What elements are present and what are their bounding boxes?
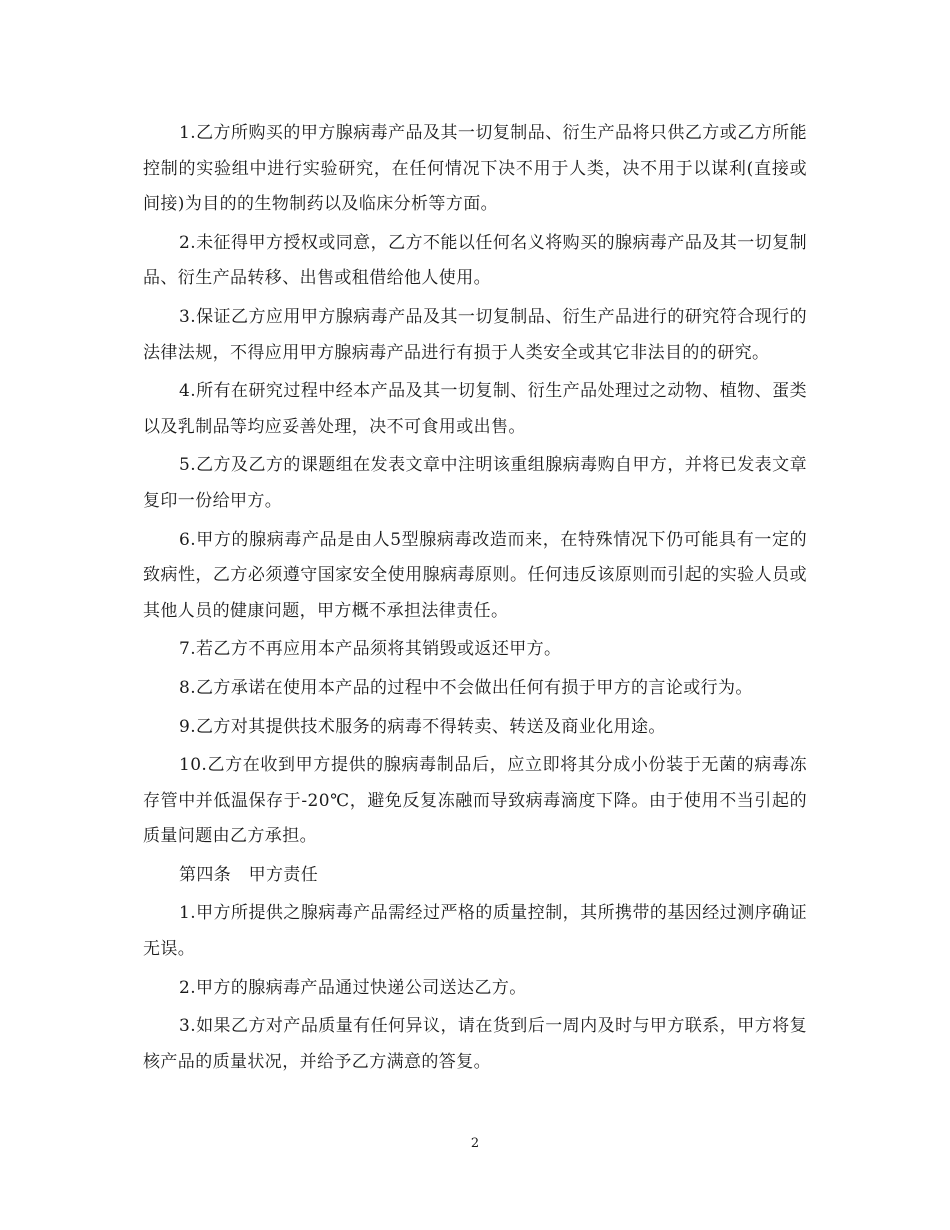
document-body [143,116,807,1083]
paragraph-clause-9: 9.乙方对其提供技术服务的病毒不得转卖、转送及商业化用途。 [179,716,666,737]
paragraph-clause-4: 4.所有在研究过程中经本产品及其一切复制、衍生产品处理过之动物、植物、蛋类以及乳制品等均应妥善处理，决不可食用或出售。 [143,381,807,437]
paragraph-party-a-1: 1.甲方所提供之腺病毒产品需经过严格的质量控制，其所携带的基因经过测序确证无误。 [143,903,807,960]
paragraph-party-a-2: 2.甲方的腺病毒产品通过快递公司送达乙方。 [179,977,527,998]
section-heading-article-4: 第四条 甲方责任 [179,864,319,885]
paragraph-party-a-3: 3.如果乙方对产品质量有任何异议，请在货到后一周内及时与甲方联系，甲方将复核产品的质量状况，并给予乙方满意的答复。 [143,1016,807,1072]
paragraph-clause-7: 7.若乙方不再应用本产品须将其销毁或返还甲方。 [179,639,562,660]
paragraph-clause-3: 3.保证乙方应用甲方腺病毒产品及其一切复制品、衍生产品进行的研究符合现行的法律法规，不得应用甲方腺病毒产品进行有损于人类安全或其它非法目的的研究。 [143,306,807,363]
paragraph-clause-1: 1.乙方所购买的甲方腺病毒产品及其一切复制品、衍生产品将只供乙方或乙方所能控制的实验组中进行实验研究，在任何情况下决不用于人类，决不用于以谋利(直接或间接)为目的的生物制药以及临床分析等方面。 [143,123,807,215]
paragraph-clause-10: 10.乙方在收到甲方提供的腺病毒制品后，应立即将其分成小份装于无菌的病毒冻存管中并低温保存于-20℃，避免反复冻融而导致病毒滴度下降。由于使用不当引起的质量问题由乙方承担。 [143,755,807,847]
page-number: 2 [470,1136,480,1151]
paragraph-clause-5: 5.乙方及乙方的课题组在发表文章中注明该重组腺病毒购自甲方，并将已发表文章复印一份给甲方。 [143,455,807,511]
paragraph-clause-2: 2.未征得甲方授权或同意，乙方不能以任何名义将购买的腺病毒产品及其一切复制品、衍生产品转移、出售或租借给他人使用。 [143,232,807,289]
paragraph-clause-8: 8.乙方承诺在使用本产品的过程中不会做出任何有损于甲方的言论或行为。 [179,677,753,698]
paragraph-clause-6: 6.甲方的腺病毒产品是由人5型腺病毒改造而来，在特殊情况下仍可能具有一定的致病性，乙方必须遵守国家安全使用腺病毒原则。任何违反该原则而引起的实验人员或其他人员的健康问题，甲方概不承担法律责任。 [143,529,807,621]
